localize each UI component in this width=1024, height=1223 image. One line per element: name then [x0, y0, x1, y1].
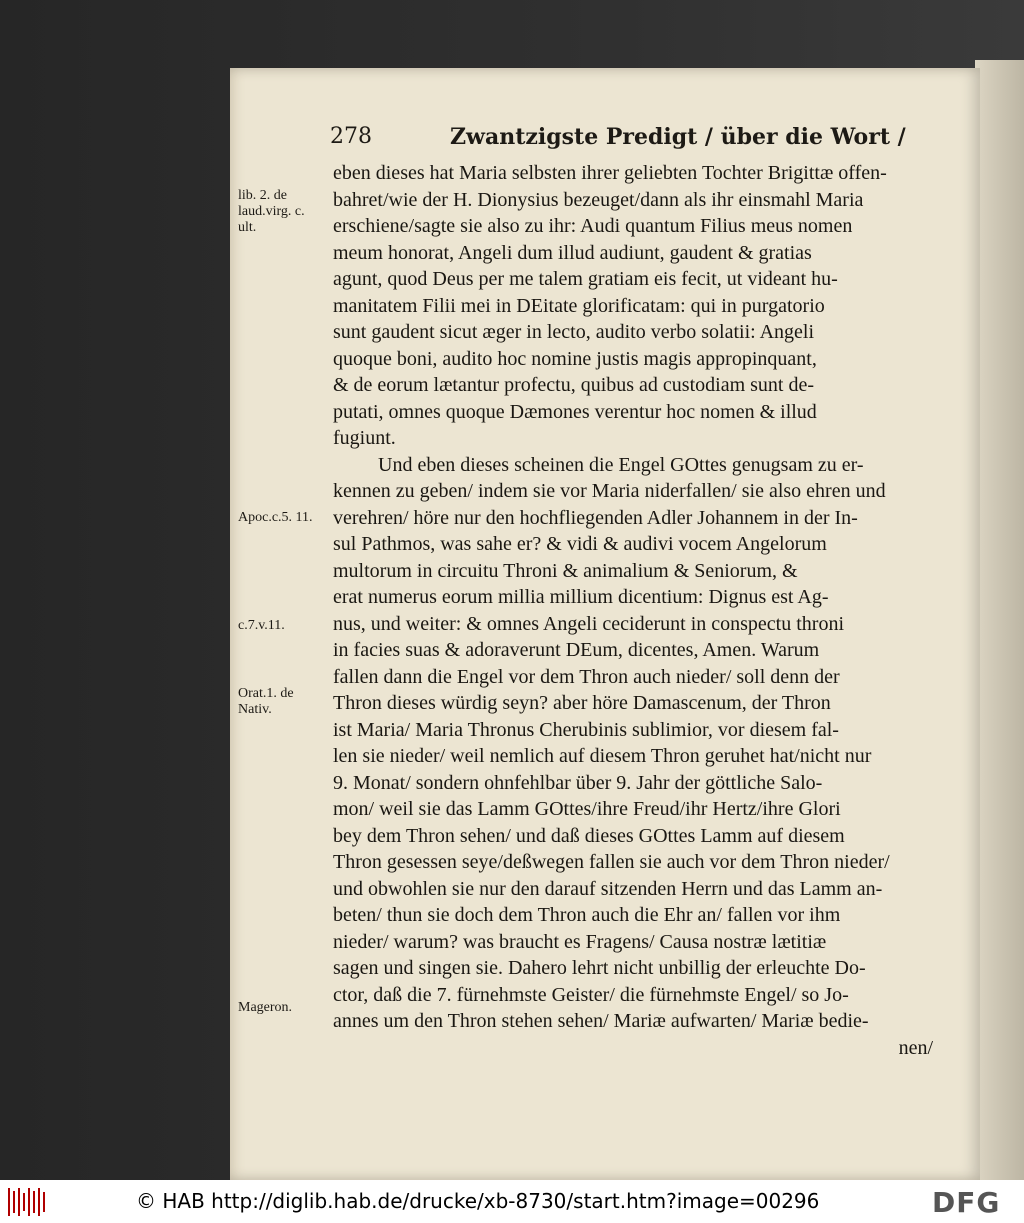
text-line: ist Maria/ Maria Thronus Cherubinis sublimior, vor diesem fal- — [333, 718, 839, 741]
text-line: sul Pathmos, was sahe er? & vidi & audivi vocem Angelorum — [333, 533, 827, 555]
margin-note-3: c.7.v.11. — [238, 618, 285, 633]
text-line: Thron gesessen seye/deßwegen fallen sie auch vor dem Thron nieder/ — [333, 851, 890, 873]
text-line: kennen zu geben/ indem sie vor Maria niderfallen/ sie also ehren und — [333, 480, 886, 502]
text-line: ctor, daß die 7. fürnehmste Geister/ die fürnehmste Engel/ so Jo- — [333, 983, 849, 1006]
text-line: mon/ weil sie das Lamm GOttes/ihre Freud/ihr Hertz/ihre Glori — [333, 798, 841, 820]
running-header — [330, 124, 930, 154]
text-line: len sie nieder/ weil nemlich auf diesem Thron geruhet hat/nicht nur — [333, 745, 872, 767]
dfg-logo: DFG — [932, 1186, 1001, 1219]
text-line: verehren/ höre nur den hochfliegenden Adler Johannem in der In- — [333, 506, 858, 529]
hab-logo-icon — [8, 1188, 46, 1216]
text-line: in facies suas & adoraverunt DEum, dicentes, Amen. Warum — [333, 639, 820, 661]
next-page-edge — [975, 60, 1024, 1180]
text-line: annes um den Thron stehen sehen/ Mariæ aufwarten/ Mariæ bedie- — [333, 1010, 869, 1032]
footer-bar — [0, 1180, 1024, 1223]
text-line: agunt, quod Deus per me talem gratiam eis fecit, ut videant hu- — [333, 268, 838, 290]
page-number: 278 — [330, 124, 372, 149]
text-line: fallen dann die Engel vor dem Thron auch nieder/ soll denn der — [333, 665, 840, 688]
text-line: bey dem Thron sehen/ und daß dieses GOttes Lamm auf diesem — [333, 824, 845, 847]
text-line: & de eorum lætantur profectu, quibus ad custodiam sunt de- — [333, 374, 815, 396]
text-line: nus, und weiter: & omnes Angeli ceciderunt in conspectu throni — [333, 612, 844, 635]
text-line: beten/ thun sie doch dem Thron auch die Ehr an/ fallen vor ihm — [333, 904, 841, 926]
text-line: Und eben dieses scheinen die Engel GOttes genugsam zu er- — [378, 453, 864, 476]
catchword: nen/ — [898, 1036, 933, 1059]
text-line: multorum in circuitu Throni & animalium & Seniorum, & — [333, 559, 798, 582]
body-text — [333, 160, 933, 1061]
running-title: Zwantzigste Predigt / über die Wort / — [450, 124, 906, 150]
text-line: nieder/ warum? was braucht es Fragens/ Causa nostræ lætitiæ — [333, 930, 827, 953]
text-line: sagen und singen sie. Dahero lehrt nicht unbillig der erleuchte Do- — [333, 957, 866, 979]
text-line: und obwohlen sie nur den darauf sitzenden Herrn und das Lamm an- — [333, 877, 883, 900]
text-line: erschiene/sagte sie also zu ihr: Audi quantum Filius meus nomen — [333, 215, 853, 237]
text-line: meum honorat, Angeli dum illud audiunt, gaudent & gratias — [333, 241, 812, 264]
text-line: erat numerus eorum millia millium dicentium: Dignus est Ag- — [333, 586, 829, 608]
margin-note-5: Mageron. — [238, 1000, 293, 1015]
text-line: sunt gaudent sicut æger in lecto, audito verbo solatii: Angeli — [333, 321, 815, 343]
copyright-link[interactable]: © HAB http://diglib.hab.de/drucke/xb-8730/start.htm?image=00296 — [136, 1189, 820, 1213]
text-line: bahret/wie der H. Dionysius bezeuget/dann als ihr einsmahl Maria — [333, 188, 864, 211]
margin-note-2: Apoc.c.5. 11. — [238, 510, 313, 525]
text-line: Thron dieses würdig seyn? aber höre Damascenum, der Thron — [333, 692, 831, 714]
text-line: fugiunt. — [333, 427, 396, 449]
margin-note-4: Orat.1. de Nativ. — [238, 686, 294, 717]
text-line: putati, omnes quoque Dæmones verentur hoc nomen & illud — [333, 400, 817, 423]
text-line: eben dieses hat Maria selbsten ihrer geliebten Tochter Brigittæ offen- — [333, 162, 887, 184]
margin-note-1: lib. 2. de laud.virg. c. ult. — [238, 188, 305, 235]
text-line: manitatem Filii mei in DEitate glorificatam: qui in purgatorio — [333, 294, 825, 317]
text-line: quoque boni, audito hoc nomine justis magis appropinquant, — [333, 347, 817, 370]
text-line: 9. Monat/ sondern ohnfehlbar über 9. Jahr der göttliche Salo- — [333, 771, 823, 794]
